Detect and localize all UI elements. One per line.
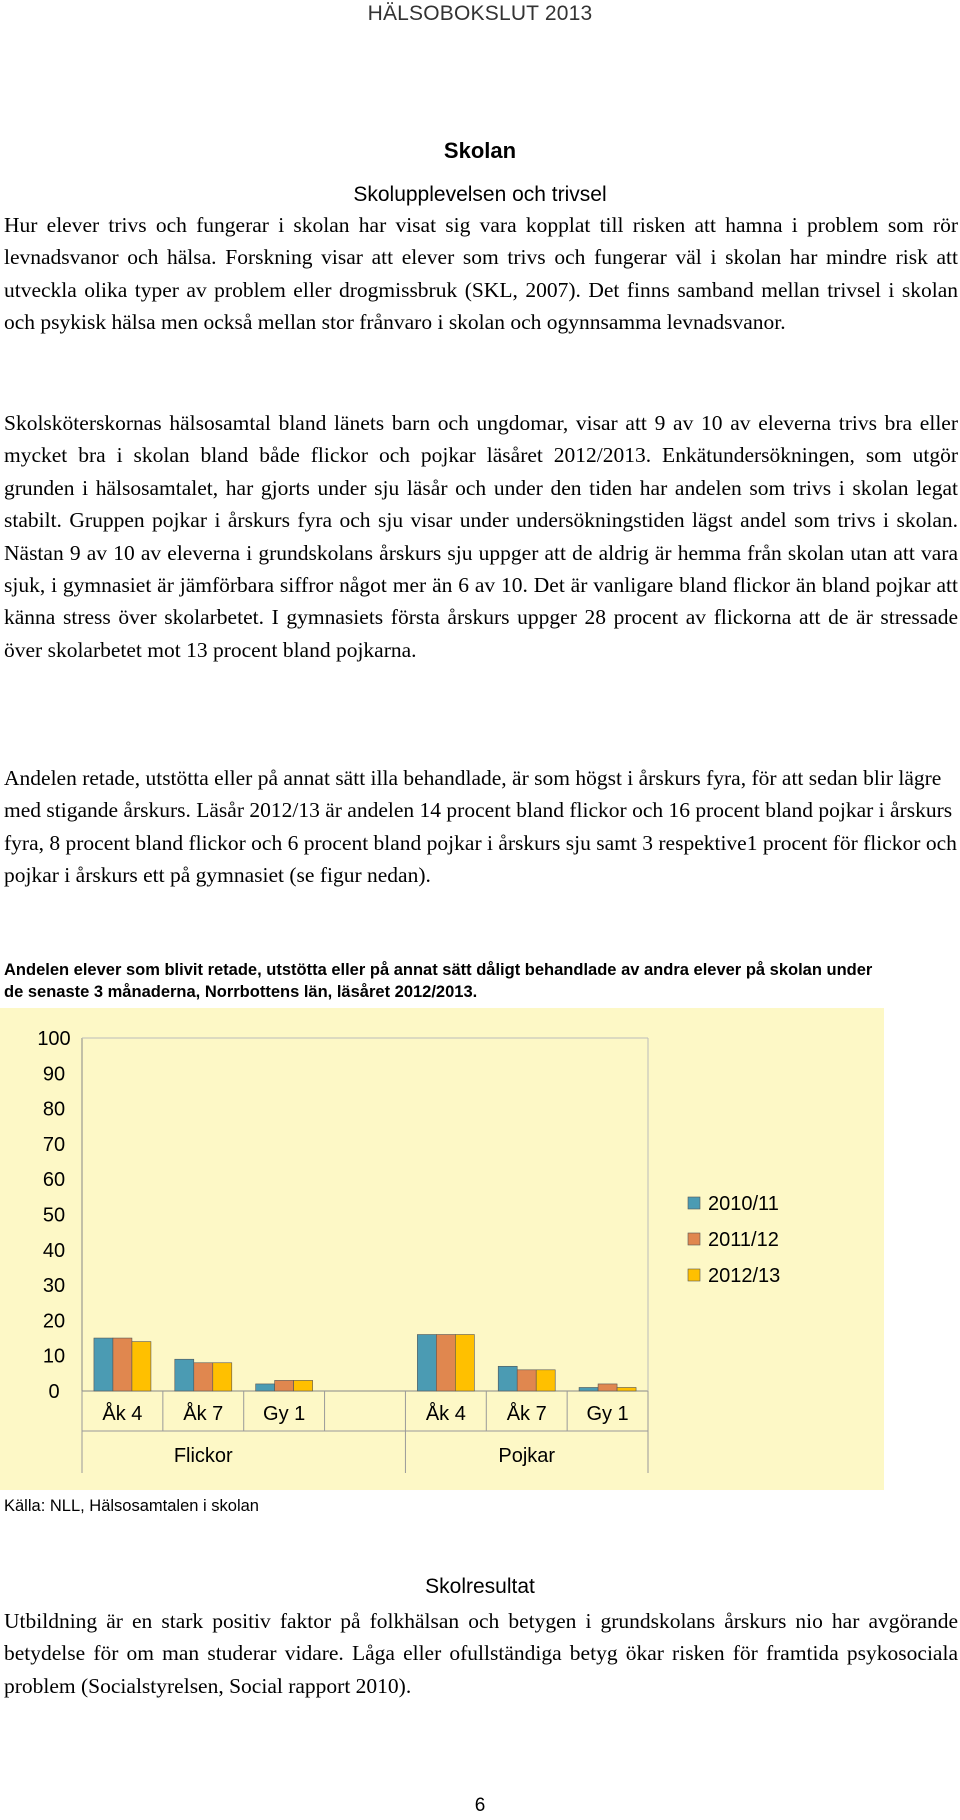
y-tick-label: 100	[37, 1028, 71, 1050]
bar	[294, 1380, 313, 1391]
category-label: Gy 1	[263, 1403, 306, 1425]
y-tick-label: 60	[42, 1169, 66, 1192]
y-tick-label: 40	[42, 1239, 66, 1262]
paragraph-retade: Andelen retade, utstötta eller på annat sätt illa behandlade, är som högst i årskurs fyra, för att sedan blir lägre med stigande årskurs. Läsår 2012/13 är andelen 14 procent bland flickor och 16 procent bland pojkar i årskurs fyra, 8 procent bland flickor och 6 procent bland pojkar i årskurs sju samt 3 respektive1 procent för flickor och pojkar i årskurs ett på gymnasiet (se figur nedan).	[4, 766, 957, 888]
legend-label: 2011/12	[708, 1229, 779, 1251]
bar-chart	[0, 1008, 884, 1490]
y-tick-label: 10	[42, 1345, 66, 1368]
y-tick-label: 50	[42, 1204, 66, 1227]
paragraph-trivsel: Hur elever trivs och fungerar i skolan har visat sig vara kopplat till risken att hamna i problem som rör levnadsvanor och hälsa. Forskning visar att elever som trivs och fungerar väl i skolan har mindre risk att utveckla olika typer av problem eller drogmissbruk (SKL, 2007). Det finns samband mellan trivsel i skolan och psykisk hälsa men också mellan stor frånvaro i skolan och ogynnsamma levnadsvanor.	[4, 213, 958, 335]
page-number: 6	[474, 1795, 486, 1816]
subsection-title-trivsel: Skolupplevelsen och trivsel	[353, 183, 607, 206]
y-tick-label: 0	[48, 1381, 60, 1403]
bar	[579, 1387, 598, 1391]
category-label: Åk 7	[183, 1403, 224, 1425]
y-tick-label: 80	[42, 1098, 66, 1121]
bar	[498, 1366, 517, 1391]
bar	[598, 1384, 617, 1391]
bar	[194, 1363, 213, 1391]
subsection-title-skolresultat: Skolresultat	[425, 1575, 535, 1598]
bar	[132, 1342, 151, 1391]
figure-caption: Andelen elever som blivit retade, utstötta eller på annat sätt dåligt behandlade av andra elever på skolan under de senaste 3 månaderna, Norrbottens län, läsåret 2012/2013.	[4, 961, 873, 1001]
section-title: Skolan	[443, 138, 517, 163]
bar	[113, 1338, 132, 1391]
paragraph-skolresultat: Utbildning är en stark positiv faktor på folkhälsan och betygen i grundskolans årskurs nio har avgörande betydelse för om man studerar vidare. Låga eller ofullständiga betyg ökar risken för framtida psykosociala problem (Socialstyrelsen, Social rapport 2010).	[4, 1609, 958, 1698]
y-tick-label: 90	[42, 1063, 66, 1086]
paragraph-halsosamtal: Skolsköterskornas hälsosamtal bland länets barn och ungdomar, visar att 9 av 10 av eleverna trivs bra eller mycket bra i skolan bland både flickor och pojkar läsåret 2012/2013. Enkätundersökningen, som utgör grunden i hälsosamtalet, har gjorts under sju läsår och under den tiden har andelen som trivs i skolan legat stabilt. Gruppen pojkar i årskurs fyra och sju visar under undersökningstiden lägst andel som trivs i skolan. Nästan 9 av 10 av eleverna i grundskolans årskurs sju uppger att de aldrig är hemma från skolan utan att vara sjuk, i gymnasiet är jämförbara siffror något mer än 6 av 10. Det är vanligare bland flickor än bland pojkar att känna stress över skolarbetet. I gymnasiets första årskurs uppger 28 procent av flickorna att de är stressade över skolarbetet mot 13 procent bland pojkarna.	[4, 411, 958, 662]
category-label: Åk 4	[425, 1403, 466, 1425]
category-label: Åk 4	[102, 1403, 143, 1425]
page-header: HÄLSOBOKSLUT 2013	[367, 2, 593, 25]
legend-swatch	[688, 1269, 700, 1281]
bar	[213, 1363, 232, 1391]
category-label: Gy 1	[586, 1403, 629, 1425]
bar	[275, 1380, 294, 1391]
y-tick-label: 20	[42, 1310, 66, 1333]
bar	[455, 1335, 474, 1391]
legend-swatch	[688, 1233, 700, 1245]
legend-label: 2010/11	[708, 1193, 779, 1215]
bar	[417, 1335, 436, 1391]
bar	[256, 1384, 275, 1391]
bar	[517, 1370, 536, 1391]
source-note: Källa: NLL, Hälsosamtalen i skolan	[4, 1497, 259, 1515]
legend-label: 2012/13	[708, 1265, 781, 1287]
bar	[536, 1370, 555, 1391]
bar	[94, 1338, 113, 1391]
group-label: Pojkar	[498, 1445, 556, 1467]
bar	[436, 1335, 455, 1391]
y-tick-label: 30	[42, 1275, 66, 1298]
chart-canvas	[0, 1008, 884, 1490]
bar	[617, 1387, 636, 1391]
group-label: Flickor	[173, 1445, 233, 1467]
y-tick-label: 70	[42, 1133, 66, 1156]
bar	[175, 1359, 194, 1391]
category-label: Åk 7	[506, 1403, 547, 1425]
legend-swatch	[688, 1197, 700, 1209]
